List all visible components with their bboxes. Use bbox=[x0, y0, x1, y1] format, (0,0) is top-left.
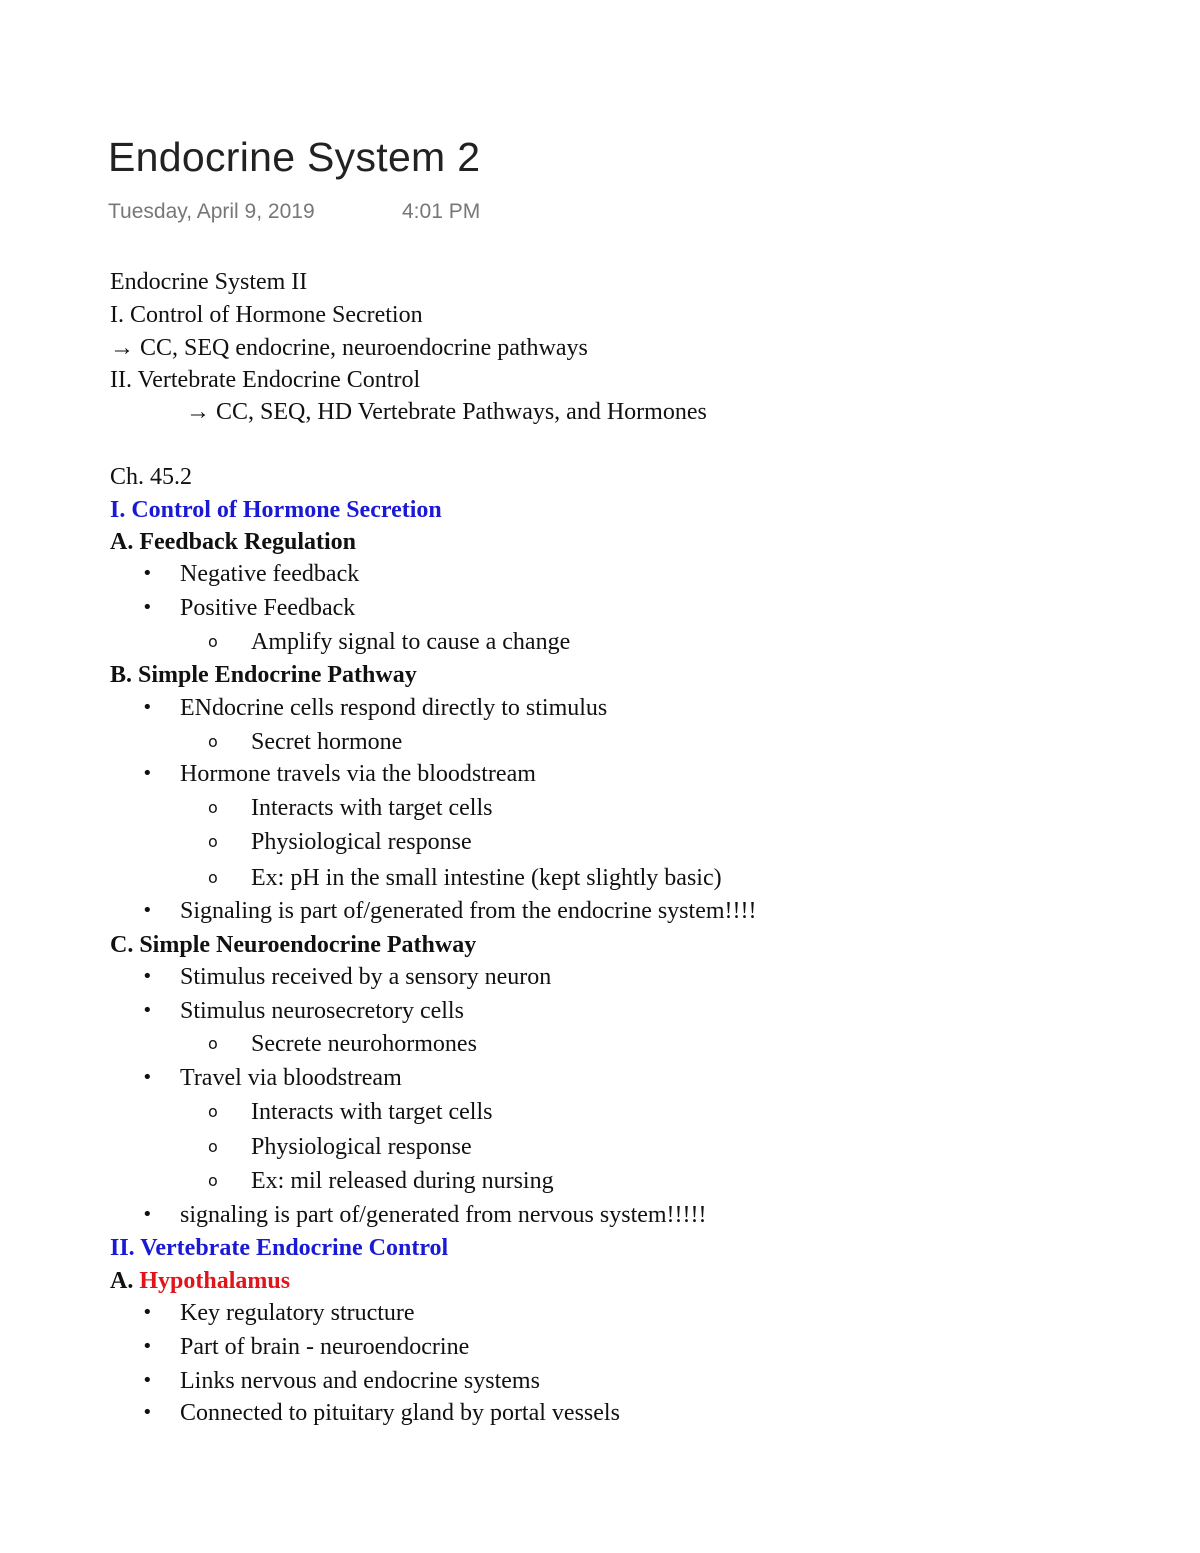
overview-item-1: I. Control of Hormone Secretion bbox=[110, 302, 423, 328]
section-heading: II. Vertebrate Endocrine Control bbox=[110, 1235, 449, 1261]
list-item: Signaling is part of/generated from the endocrine system!!!! bbox=[180, 898, 757, 924]
bullet-marker: • bbox=[142, 900, 153, 921]
list-item: Connected to pituitary gland by portal vessels bbox=[180, 1400, 620, 1426]
sub-list-item: Ex: mil released during nursing bbox=[251, 1168, 554, 1194]
sub-bullet-marker: o bbox=[208, 632, 218, 651]
sub-bullet-marker: o bbox=[208, 732, 218, 751]
overview-item-1-sub: → CC, SEQ endocrine, neuroendocrine pathways bbox=[110, 335, 588, 361]
bullet-marker: • bbox=[142, 1370, 153, 1391]
bullet-marker: • bbox=[142, 1000, 153, 1021]
sub-bullet-marker: o bbox=[208, 1102, 218, 1121]
sub-bullet-marker: o bbox=[208, 1171, 218, 1190]
subsection-heading: B. Simple Endocrine Pathway bbox=[110, 662, 417, 688]
sub-bullet-marker: o bbox=[208, 868, 218, 887]
subsection-title-hypothalamus: Hypothalamus bbox=[139, 1268, 291, 1294]
list-item: Key regulatory structure bbox=[180, 1300, 415, 1326]
sub-list-item: Amplify signal to cause a change bbox=[251, 629, 571, 655]
sub-bullet-marker: o bbox=[208, 832, 218, 851]
overview-item-2: II. Vertebrate Endocrine Control bbox=[110, 367, 421, 393]
page-title: Endocrine System 2 bbox=[108, 134, 481, 180]
subsection-heading bbox=[110, 1266, 290, 1296]
page-time: 4:01 PM bbox=[402, 200, 481, 223]
overview-heading: Endocrine System II bbox=[110, 269, 308, 295]
bullet-marker: • bbox=[142, 966, 153, 987]
list-item: Travel via bloodstream bbox=[180, 1065, 402, 1091]
overview-item-2-sub: → CC, SEQ, HD Vertebrate Pathways, and Hormones bbox=[186, 399, 707, 425]
bullet-marker: • bbox=[142, 697, 153, 718]
bullet-marker: • bbox=[142, 563, 153, 584]
sub-list-item: Physiological response bbox=[251, 829, 472, 855]
list-item: Part of brain - neuroendocrine bbox=[180, 1334, 470, 1360]
bullet-marker: • bbox=[142, 1067, 153, 1088]
page-date: Tuesday, April 9, 2019 bbox=[108, 200, 315, 223]
subsection-heading: C. Simple Neuroendocrine Pathway bbox=[110, 932, 477, 958]
sub-bullet-marker: o bbox=[208, 798, 218, 817]
subsection-heading: A. Feedback Regulation bbox=[110, 529, 356, 555]
sub-bullet-marker: o bbox=[208, 1137, 218, 1156]
bullet-marker: • bbox=[142, 1302, 153, 1323]
list-item: Hormone travels via the bloodstream bbox=[180, 761, 536, 787]
list-item: Stimulus neurosecretory cells bbox=[180, 998, 464, 1024]
section-heading: I. Control of Hormone Secretion bbox=[110, 497, 442, 523]
bullet-marker: • bbox=[142, 763, 153, 784]
subsection-prefix: A. bbox=[110, 1268, 134, 1294]
list-item: Positive Feedback bbox=[180, 595, 356, 621]
bullet-marker: • bbox=[142, 1204, 153, 1225]
sub-bullet-marker: o bbox=[208, 1034, 218, 1053]
bullet-marker: • bbox=[142, 1336, 153, 1357]
sub-list-item: Physiological response bbox=[251, 1134, 472, 1160]
list-item: Negative feedback bbox=[180, 561, 360, 587]
list-item: ENdocrine cells respond directly to stimulus bbox=[180, 695, 608, 721]
sub-list-item: Secret hormone bbox=[251, 729, 403, 755]
chapter-label: Ch. 45.2 bbox=[110, 464, 193, 490]
sub-list-item: Secrete neurohormones bbox=[251, 1031, 477, 1057]
sub-list-item: Ex: pH in the small intestine (kept slightly basic) bbox=[251, 865, 722, 891]
bullet-marker: • bbox=[142, 597, 153, 618]
sub-list-item: Interacts with target cells bbox=[251, 795, 493, 821]
list-item: Links nervous and endocrine systems bbox=[180, 1368, 540, 1394]
sub-list-item: Interacts with target cells bbox=[251, 1099, 493, 1125]
list-item: Stimulus received by a sensory neuron bbox=[180, 964, 552, 990]
bullet-marker: • bbox=[142, 1402, 153, 1423]
list-item: signaling is part of/generated from nervous system!!!!! bbox=[180, 1202, 707, 1228]
